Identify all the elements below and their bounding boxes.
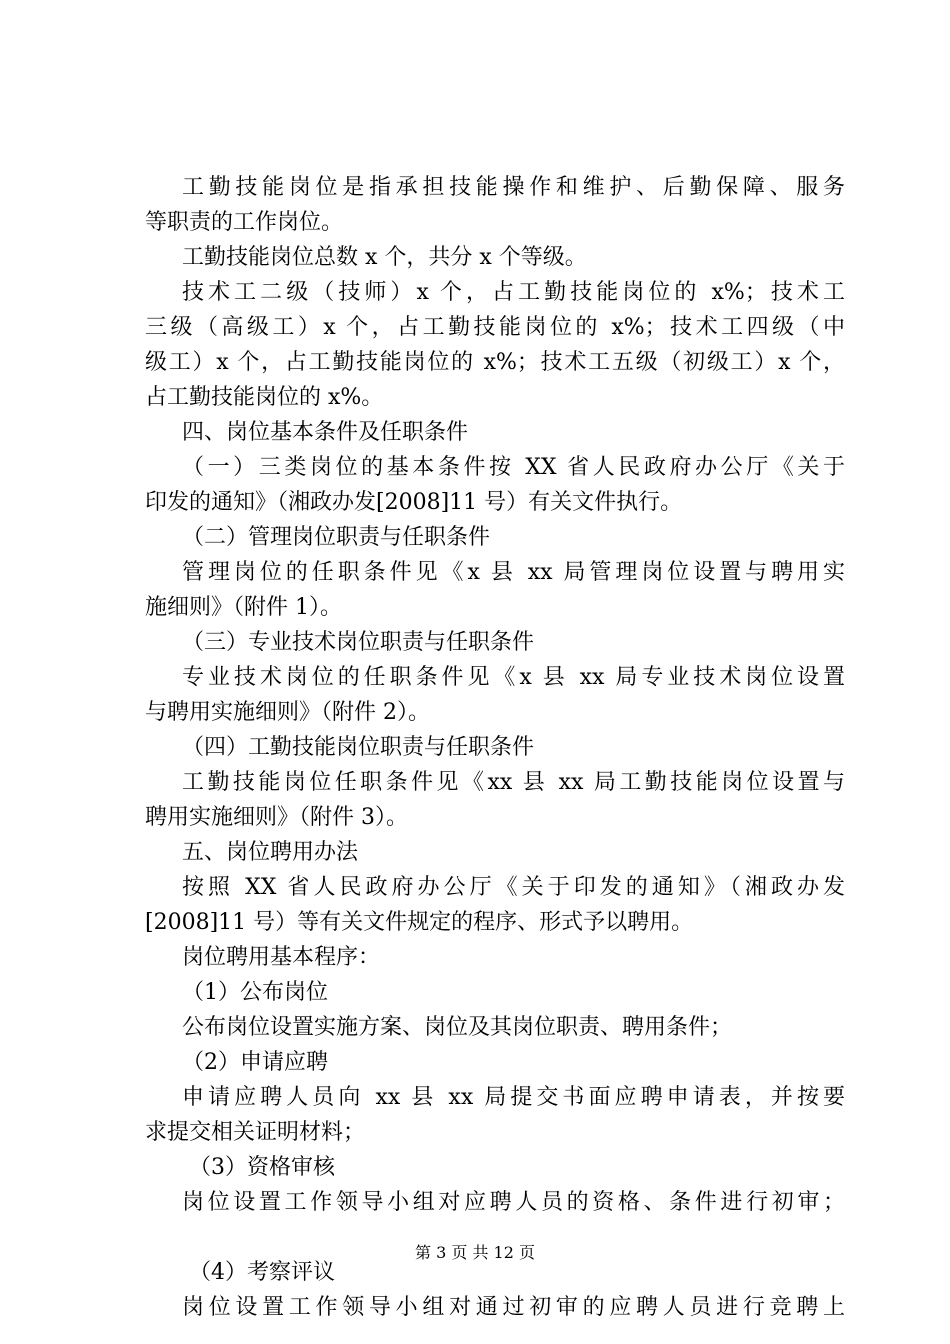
text-line: 技术工二级（技师）x 个，占工勤技能岗位的 x%；技术工 xyxy=(182,280,845,305)
text-line: [2008]11 号）等有关文件规定的程序、形式予以聘用。 xyxy=(145,910,694,935)
text-line: （四）工勤技能岗位职责与任职条件 xyxy=(182,735,535,760)
text-line: 工勤技能岗位任职条件见《xx 县 xx 局工勤技能岗位设置与 xyxy=(182,770,845,795)
text-line: 工勤技能岗位总数 x 个，共分 x 个等级。 xyxy=(182,245,587,270)
page-footer: 第 3 页 共 12 页 xyxy=(415,1243,535,1262)
text-line: 级工）x 个，占工勤技能岗位的 x%；技术工五级（初级工）x 个， xyxy=(145,350,845,375)
text-line: （3）资格审核 xyxy=(189,1155,335,1180)
text-line: 岗位设置工作领导小组对应聘人员的资格、条件进行初审； xyxy=(182,1190,845,1215)
text-line: 三级（高级工）x 个，占工勤技能岗位的 x%；技术工四级（中 xyxy=(145,315,845,340)
text-line: 印发的通知》（湘政办发[2008]11 号）有关文件执行。 xyxy=(145,490,683,515)
text-line: 五、岗位聘用办法 xyxy=(182,840,359,865)
text-line: 与聘用实施细则》（附件 2）。 xyxy=(145,700,430,725)
text-line: 施细则》（附件 1）。 xyxy=(145,595,342,620)
text-line: （4）考察评议 xyxy=(189,1260,335,1285)
text-line: 岗位聘用基本程序： xyxy=(182,945,381,970)
text-line: 公布岗位设置实施方案、岗位及其岗位职责、聘用条件； xyxy=(182,1015,733,1040)
text-line: 工勤技能岗位是指承担技能操作和维护、后勤保障、服务 xyxy=(182,175,845,200)
text-line: 占工勤技能岗位的 x%。 xyxy=(145,385,384,410)
text-line: （二）管理岗位职责与任职条件 xyxy=(182,525,491,550)
text-line: （三）专业技术岗位职责与任职条件 xyxy=(182,630,535,655)
text-line: 管理岗位的任职条件见《x 县 xx 局管理岗位设置与聘用实 xyxy=(182,560,845,585)
document-body xyxy=(145,170,845,1325)
text-line: 申请应聘人员向 xx 县 xx 局提交书面应聘申请表，并按要 xyxy=(182,1085,845,1110)
text-line: （一）三类岗位的基本条件按 XX 省人民政府办公厅《关于 xyxy=(182,455,845,480)
text-line: （2）申请应聘 xyxy=(182,1050,328,1075)
text-line: 按照 XX 省人民政府办公厅《关于印发的通知》（湘政办发 xyxy=(182,875,845,900)
text-line: 岗位设置工作领导小组对通过初审的应聘人员进行竞聘上 xyxy=(182,1295,845,1320)
text-line: 专业技术岗位的任职条件见《x 县 xx 局专业技术岗位设置 xyxy=(182,665,845,690)
text-line: 四、岗位基本条件及任职条件 xyxy=(182,420,469,445)
text-line: 求提交相关证明材料； xyxy=(145,1120,366,1145)
text-line: 等职责的工作岗位。 xyxy=(145,210,344,235)
text-line: （1）公布岗位 xyxy=(182,980,328,1005)
text-line: 聘用实施细则》（附件 3）。 xyxy=(145,805,408,830)
